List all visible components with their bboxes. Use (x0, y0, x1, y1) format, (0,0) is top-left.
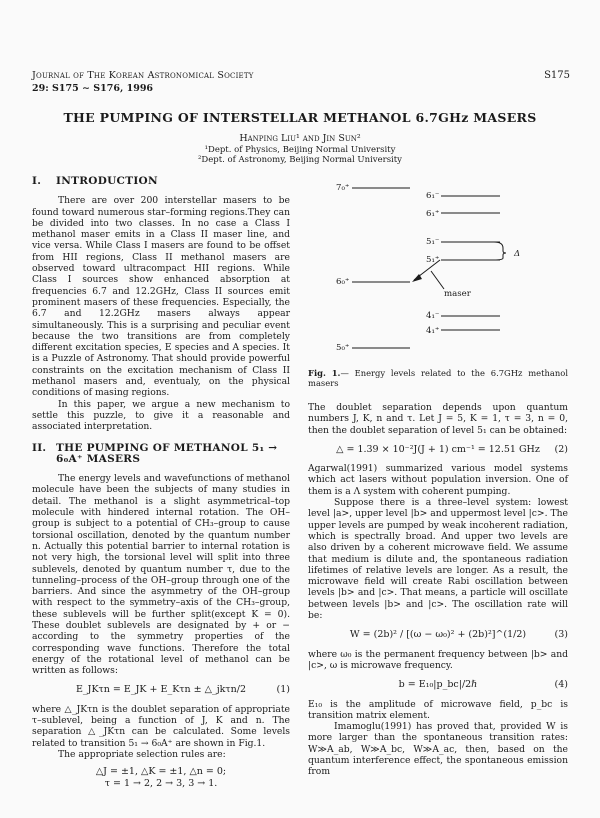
page-number: S175 (544, 70, 570, 81)
paragraph: There are over 200 interstellar masers to be found toward numerous star–forming regions.They can be divided into two classes. In no case a Class I methanol maser emits in a Class II maser line, and vice versa. While Class I masers are found to be offset from HII regions, Class II methanol masers are observed toward ultracompact HII regions. While Class I sources show enhanced absorption at frequencies 6.7 and 12.2GHz, Class II sources emit prominent masers of these frequencies. Especially, the 6.7 and 12.2GHz masers always appear simultaneously. This is a surprising and peculiar event because the two transitions are from completely different excitation species, E species and A species. It is a Puzzle of Astronomy. That should provide powerful constraints on the excitation mechanism of Class II methanol masers and, eventualy, on the physical conditions of masing regions. (32, 195, 290, 399)
equation-2 (308, 444, 568, 455)
maser-pointer-line (431, 271, 444, 289)
paragraph: where ω₀ is the permanent frequency between |b> and |c>, ω is microwave frequency. (308, 648, 568, 671)
energy-level-diagram (308, 176, 570, 360)
level-label: 5₁⁻ (426, 237, 440, 247)
level-label: 6₁⁻ (426, 191, 440, 201)
level-label: 6₀⁺ (336, 277, 350, 287)
paragraph: where △_JKτn is the doublet separation of appropriate τ–sublevel, being a function of J, K and n. The separation △_JKτn can be calculated. Some levels related to transition 5₁ → 6₀A⁺ are shown in Fig.1. (32, 703, 290, 749)
level-label: 5₁⁺ (426, 255, 440, 265)
caption-text: — Energy levels related to the 6.7GHz methanol masers (308, 368, 568, 388)
section-title-line2: 6₀A⁺ MASERS (56, 452, 141, 465)
paragraph: In this paper, we argue a new mechanism to settle this puzzle, to give it a reasonable and associated interpretation. (32, 398, 290, 433)
affiliation-1: ¹Dept. of Physics, Beijing Normal University (204, 145, 396, 155)
level-label: 6₁⁺ (426, 209, 440, 219)
left-column (32, 176, 290, 789)
journal-name: Journal of The Korean Astronomical Society (32, 70, 254, 81)
delta-label: Δ (514, 249, 521, 259)
section-number: II. (32, 441, 47, 454)
paragraph: The energy levels and wavefunctions of methanol molecule have been the subjects of many studies in detail. The methanol is a slight asymmetrical–top molecule with hindered internal rotation. The OH–group is subject to a potential of CH₃–group to cause torsional oscillation, denoted by the quantum number n. Actually this potential barrier to internal rotation is not very high, the torsional level will split into three sublevels, denoted by quantum number τ, due to the tunneling–process of the OH–group through one of the barriers. And since the asymmetry of the OH–group with respect to the symmetry–axis of the CH₃–group, these sublevels will be further split(except K = 0). These doublet sublevels are designated by + or − according to the symmetry properties of the corresponding wave functions. Therefore the total energy of the rotational level of methanol can be written as follows: (32, 473, 290, 677)
figure-caption (308, 368, 568, 388)
equation-1 (32, 684, 290, 695)
equation-number: (2) (554, 443, 568, 455)
level-label: 5₀⁺ (336, 343, 350, 353)
section-heading-intro (32, 176, 290, 187)
equation-text: W = (2b)² / [(ω − ω₀)² + (2b)²]^(1/2) (349, 629, 527, 641)
paragraph: Imamoglu(1991) has proved that, provided W is more larger than the spontaneous transition rates: W≫A_ab, W≫A_bc, W≫A_ac, then, based on the quantum interference effect, the spontaneous emission from (308, 721, 568, 778)
volume-line (32, 83, 153, 94)
affiliation-2: ²Dept. of Astronomy, Beijing Normal University (198, 155, 402, 165)
authors: Hanping Liu¹ and Jin Sun² (239, 133, 361, 144)
paragraph: Suppose there is a three–level system: lowest level |a>, upper level |b> and uppermost level |c>. The upper levels are pumped by weak incoherent radiation, which is spectrally broad. And upper two levels are also driven by a coherent microwave field. We assume that medium is dilute and, the spontaneous radiation lifetimes of relative levels are longer. As a result, the microwave field will create Rabi oscillation between levels |b> and |c>. That means, a particle will oscillate between levels |b> and |c>. The oscillation rate will be: (308, 497, 568, 622)
equation-number: (4) (554, 679, 568, 691)
paragraph: The appropriate selection rules are: (58, 748, 226, 760)
level-label: 4₁⁻ (426, 311, 440, 321)
paragraph: Agarwal(1991) summarized various model systems which act lasers without population inversion. One of them is a Λ system with coherent pumping. (308, 463, 568, 497)
equation-number: (3) (554, 629, 568, 641)
equation-3 (308, 629, 568, 640)
caption-label: Fig. (308, 368, 326, 378)
section-number: I. (32, 175, 42, 187)
paragraph: The doublet separation depends upon quantum numbers J, K, n and τ. Let J = 5, K = 1, τ = 3, n = 0, then the doublet separation of level 5₁ can be obtained: (308, 402, 568, 436)
section-heading-pumping (32, 443, 290, 466)
equation-text: △ = 1.39 × 10⁻²J(J + 1) cm⁻¹ = 12.51 GHz (336, 443, 540, 455)
selection-rules-1: △J = ±1, △K = ±1, △n = 0; (95, 766, 227, 778)
delta-brace (494, 242, 506, 260)
volume-text: 29: S175 ∼ S176, 1996 (32, 83, 154, 94)
maser-label: maser (444, 289, 471, 299)
selection-rules-2: τ = 1 → 2, 2 → 3, 3 → 1. (104, 777, 218, 789)
section-title: INTRODUCTION (56, 175, 158, 187)
equation-text: b = E₁₀|p_bc|/2ℏ (398, 679, 478, 691)
equation-text: E_JKτn = E_JK + E_Kτn ± △_jkτn/2 (75, 684, 247, 696)
equation-number: (1) (276, 684, 290, 696)
section-title-line1: THE PUMPING OF METHANOL 5₁ → (56, 441, 278, 454)
right-column (308, 368, 568, 778)
paragraph: E₁₀ is the amplitude of microwave field, p_bc is transition matrix element. (308, 698, 568, 721)
paper-title: THE PUMPING OF INTERSTELLAR METHANOL 6.7GHz MASERS (63, 110, 537, 125)
level-label: 7₀⁺ (336, 183, 350, 193)
level-label: 4₁⁺ (426, 326, 440, 336)
equation-4 (308, 679, 568, 690)
caption-number: 1. (331, 368, 341, 378)
